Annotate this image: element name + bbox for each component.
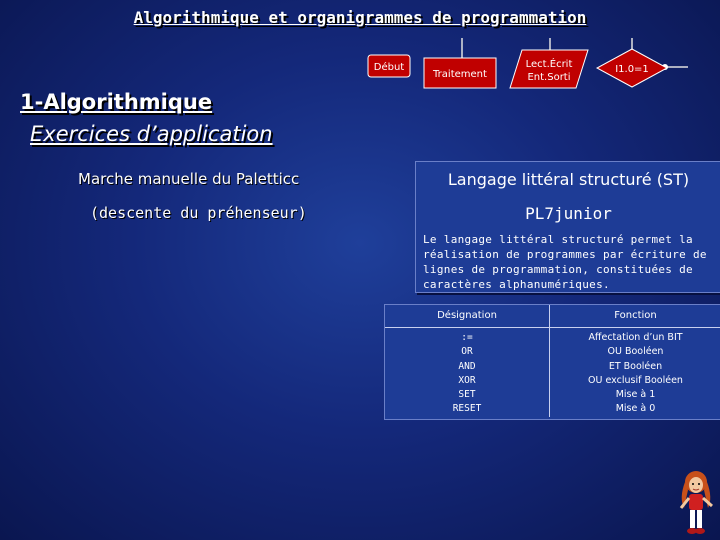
function-header: Fonction — [614, 310, 657, 321]
decision-label: I1.0=1 — [615, 64, 649, 75]
section-heading: 1-Algorithmique — [20, 90, 213, 114]
header-divider — [385, 327, 720, 328]
io-label-line1: Lect.Écrit — [525, 59, 573, 70]
exercise-line1: Marche manuelle du Paletticc — [78, 170, 300, 188]
st-language-box — [415, 161, 720, 293]
table-cell: XOR — [458, 374, 476, 386]
designation-list — [385, 331, 549, 417]
table-cell: ET Booléen — [608, 360, 663, 372]
exercise-line2: (descente du préhenseur) — [90, 204, 307, 222]
section-subheading: Exercices d’application — [30, 122, 273, 146]
table-cell: OU exclusif Booléen — [588, 374, 683, 386]
function-column — [550, 305, 720, 417]
function-list — [550, 331, 720, 417]
table-cell: := — [461, 332, 473, 343]
table-cell: RESET — [452, 403, 482, 415]
table-cell: OU Booléen — [607, 346, 664, 358]
st-language-subtitle: PL7junior — [525, 204, 612, 223]
table-cell: OR — [461, 346, 473, 358]
table-cell: Mise à 1 — [615, 389, 656, 401]
st-language-description: Le langage littéral structuré permet la réalisation de programmes par écriture de lignes de programmation, constituées de caractères alphanumériques. — [423, 233, 707, 291]
table-cell: SET — [458, 389, 476, 401]
start-label: Début — [373, 62, 405, 73]
designation-column — [385, 305, 550, 417]
process-label: Traitement — [433, 69, 487, 80]
table-cell: Mise à 0 — [615, 403, 656, 415]
page-title: Algorithmique et organigrammes de programmation — [133, 8, 587, 27]
table-cell: AND — [458, 360, 476, 372]
table-cell: Affectation d’un BIT — [588, 332, 683, 343]
flowchart-diagram — [360, 30, 690, 100]
io-label-line2: Ent.Sorti — [527, 72, 571, 83]
cartoon-girl-illustration — [676, 470, 716, 538]
designation-header: Désignation — [437, 310, 497, 321]
st-language-title: Langage littéral structuré (ST) — [447, 170, 690, 189]
operators-table — [384, 304, 720, 420]
